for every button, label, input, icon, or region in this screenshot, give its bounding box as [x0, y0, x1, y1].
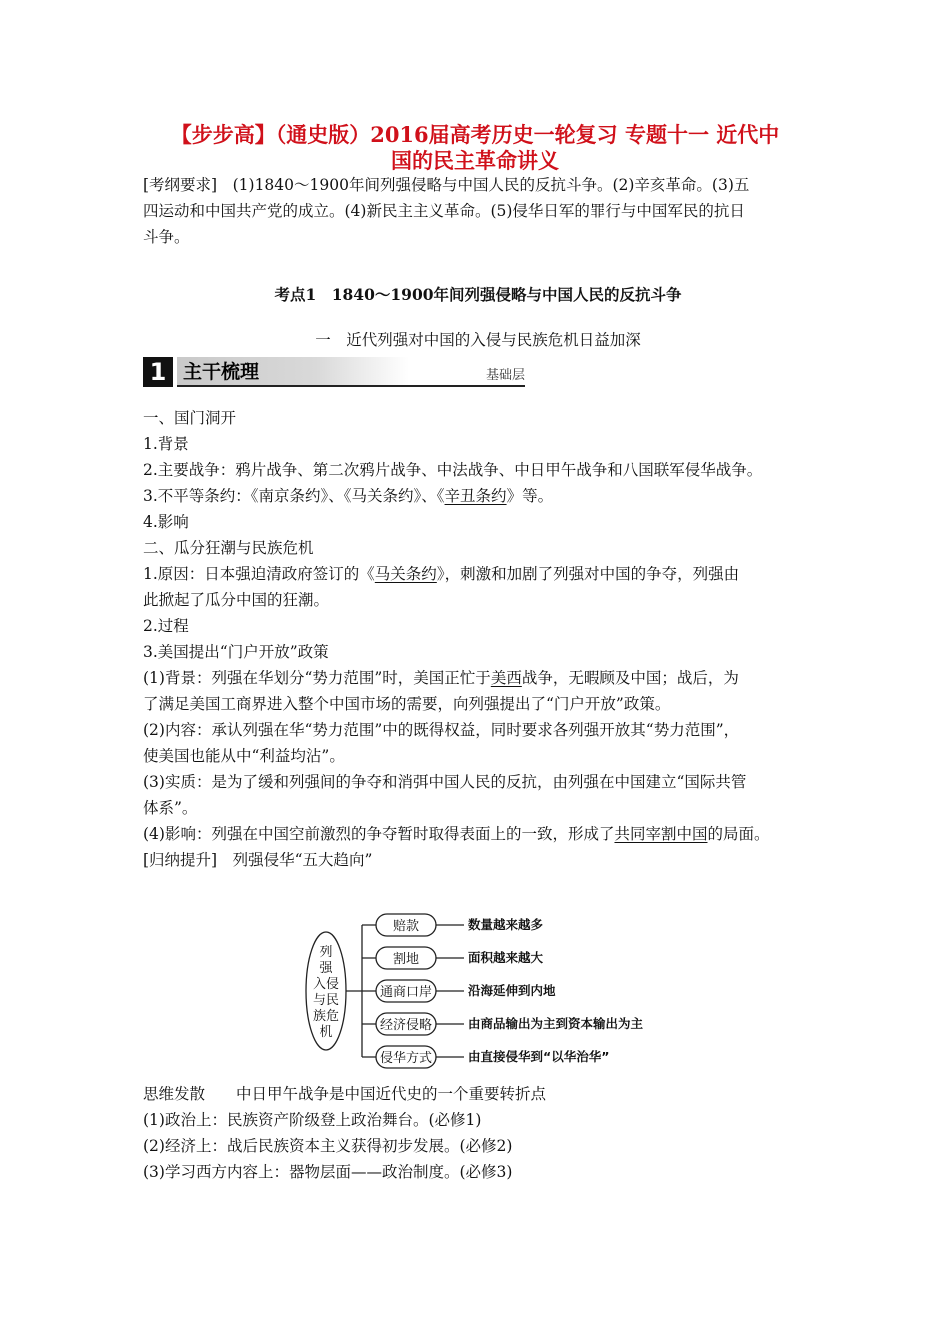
content-line: 3.美国提出“门户开放”政策 — [143, 643, 329, 661]
thinking-line: (2)经济上：战后民族资本主义获得初步发展。(必修2) — [143, 1137, 513, 1155]
banner-level: 基础层 — [485, 368, 525, 383]
trend-box-label: 经济侵略 — [379, 1018, 433, 1033]
trend-box-label: 赔款 — [392, 919, 420, 934]
thinking-section — [143, 1081, 813, 1185]
banner-label: 主干梳理 — [177, 357, 409, 387]
trend-item-2 — [376, 947, 544, 969]
underlined-answer: 共同宰割中国 — [614, 825, 708, 843]
content-line: 了满足美国工商界进入整个中国市场的需要，向列强提出了“门户开放”政策。 — [143, 695, 671, 713]
content-line: (3)实质：是为了缓和列强间的争夺和消弭中国人民的反抗，由列强在中国建立“国际共管 — [143, 773, 747, 791]
content-line: 使美国也能从中“利益均沾”。 — [143, 747, 345, 765]
trend-item-4 — [376, 1013, 644, 1035]
banner-number: 1 — [143, 357, 173, 387]
center-label-4: 与民 — [312, 993, 340, 1008]
center-label-6: 机 — [319, 1025, 333, 1040]
title-line-2: 国的民主革命讲义 — [391, 148, 559, 173]
content-line: 1.背景 — [143, 435, 189, 453]
content-line: 一、国门洞开 — [143, 409, 237, 427]
content-line: (1)背景：列强在华划分“势力范围”时，美国正忙于美西战争，无暇顾及中国；战后，为 — [143, 669, 739, 687]
underlined-answer: 马关条约 — [374, 565, 437, 583]
connector-trunk — [346, 925, 362, 1057]
center-label-2: 强 — [319, 961, 333, 976]
content-line: 2.过程 — [143, 617, 189, 635]
trend-description: 沿海延伸到内地 — [468, 983, 556, 998]
trend-box-label: 通商口岸 — [379, 985, 433, 1000]
requirements — [143, 172, 813, 250]
content-line: 2.主要战争：鸦片战争、第二次鸦片战争、中法战争、中日甲午战争和八国联军侵华战争。 — [143, 461, 763, 479]
content-line: 4.影响 — [143, 513, 189, 531]
title-line-1: 【步步高】（通史版）2016届高考历史一轮复习 专题十一 近代中 — [170, 122, 780, 147]
trend-item-5 — [376, 1046, 609, 1068]
section-banner — [143, 357, 525, 387]
trend-description: 由直接侵华到“以华治华” — [468, 1049, 610, 1064]
center-label-5: 族危 — [312, 1009, 340, 1024]
content-line: (2)内容：承认列强在华“势力范围”中的既得权益，同时要求各列强开放其“势力范围”， — [143, 721, 740, 739]
topic-heading: 考点1 1840～1900年间列强侵略与中国人民的反抗斗争 — [274, 285, 682, 304]
center-label-3: 入侵 — [312, 977, 340, 992]
requirements-label: [考纲要求] — [143, 176, 218, 194]
section-heading: 一 近代列强对中国的入侵与民族危机日益加深 — [315, 331, 641, 349]
requirements-line-2: 四运动和中国共产党的成立。(4)新民主主义革命。(5)侵华日军的罪行与中国军民的抗日 — [143, 202, 745, 220]
content-line: 二、瓜分狂潮与民族危机 — [143, 539, 314, 557]
thinking-line: (1)政治上：民族资产阶级登上政治舞台。(必修1) — [143, 1111, 482, 1129]
trend-item-3 — [376, 980, 556, 1002]
trend-diagram-svg — [300, 906, 660, 1076]
main-content — [143, 405, 813, 873]
content-line: 3.不平等条约：《南京条约》、《马关条约》、《辛丑条约》等。 — [143, 487, 554, 505]
thinking-line: (3)学习西方内容上：器物层面——政治制度。(必修3) — [143, 1163, 513, 1181]
content-line: (4)影响：列强在中国空前激烈的争夺暂时取得表面上的一致，形成了共同宰割中国的局面。 — [143, 825, 770, 843]
underlined-answer: 美西 — [490, 669, 522, 687]
requirements-line-3: 斗争。 — [143, 228, 190, 246]
trend-box-label: 侵华方式 — [379, 1051, 433, 1066]
document-title — [140, 122, 810, 174]
trend-description: 面积越来越大 — [468, 950, 544, 965]
trend-box-label: 割地 — [392, 952, 420, 967]
center-label-1: 列 — [319, 945, 333, 960]
requirements-line-1: (1)1840～1900年间列强侵略与中国人民的反抗斗争。(2)辛亥革命。(3)五 — [217, 176, 750, 194]
content-line: 体系”。 — [143, 799, 198, 817]
banner-underline — [177, 385, 525, 387]
trend-description: 数量越来越多 — [468, 917, 544, 932]
content-line: 1.原因：日本强迫清政府签订的《马关条约》，刺激和加剧了列强对中国的争夺，列强由 — [143, 565, 740, 583]
trend-description: 由商品输出为主到资本输出为主 — [468, 1016, 644, 1031]
connector-branches — [362, 925, 376, 1057]
trend-item-1 — [376, 914, 544, 936]
trend-diagram — [300, 906, 660, 1076]
thinking-line: 思维发散 中日甲午战争是中国近代史的一个重要转折点 — [143, 1085, 547, 1103]
underlined-answer: 辛丑条约 — [444, 487, 507, 505]
content-line: 此掀起了瓜分中国的狂潮。 — [143, 591, 330, 609]
content-line: [归纳提升] 列强侵华“五大趋向” — [143, 851, 373, 869]
